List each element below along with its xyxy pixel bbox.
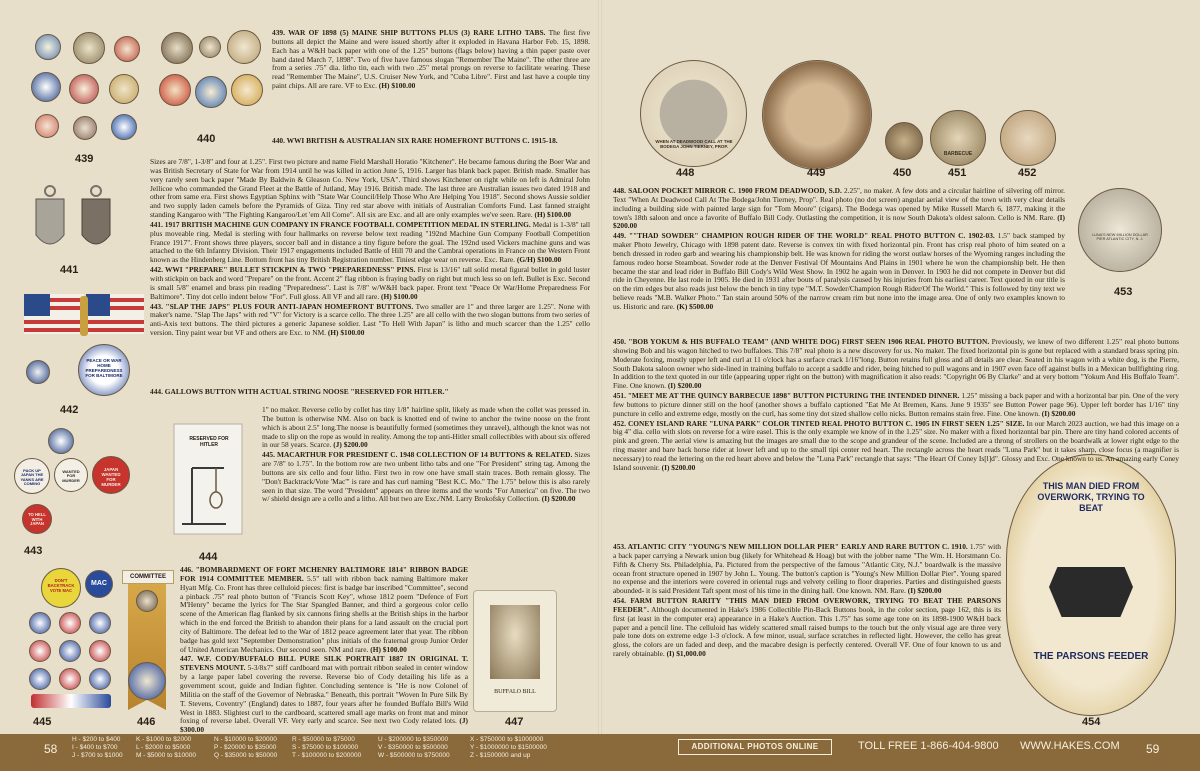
code-t: T - $100000 to $200000 bbox=[292, 752, 362, 759]
lot-450: 450. "BOB YOKUM & HIS BUFFALO TEAM" (AND WHITE DOG) FIRST SEEN 1906 REAL PHOTO BUTTON. Previously, we knew of two different 1.25" real photo buttons showing Bob and his wagon hitched to two buffaloes. This 7/8" real photo is a new discovery for us. No maker. The fixed horizontal pin is gone but replaced with a standard brass spring pin. Moderate foxing, mostly upper left and curl at 11 o'clock has a surface crack 1/16"long. Button retains full gloss and all details are clear. Seated in his wagon with a white dog, is the Pierre, South Dakota saloon owner who side-lined in training buffalo to accept a saddle and rider, being hitched to pull wagons and in 1907 even face off against bulls in a Mexican bullfighting ring. In addition to the text quoted in our title (appearing upper right on the button) with magnification it also reads: "Copyright 06 By Clarke" and at very bottom "Yokum And His Buffalo Team". Fine. One known. (I) $200.00 bbox=[613, 337, 1179, 391]
lot-441: 441. 1917 BRITISH MACHINE GUN COMPANY IN FRANCE FOOTBALL COMPETITION MEDAL IN STERLING. Medal is 1-3/8" tall plus moveable ring. Medal is sterling with four hallmarks on reverse below text reading "192nd Machine Gun Company Football Competition France 1917". Front shows three players, soccer ball and in distance a tiny figure before the goal. The 192nd used Vickers machine guns and was attached to the 6th Infantry Division. Their 1917 engagements included Battle of Hill 70 and the Cambrai operations in France on the Western Front known as the Hindenberg Line. Bottom front has tiny British Registration number. Tiniest edge wear on reverse. Exc. Rare. (G/H) $100.00 bbox=[150, 219, 590, 265]
lot-451: 451. "MEET ME AT THE QUINCY BARBECUE 1898" BUTTON PICTURING THE INTENDED DINNER. 1.25" missing a back paper and with a horizontal bar pin. One of the very few buttons to picture dinner still on the hoof (another shows a buffalo captioned "Eat Me At Bremen, Kans. June 9 1935" see Button Power page 96). Upper left border has 1/16" tiny puncture in cello and extreme edge, mostly on the curl, has some tiny dot sized shallow cello nicks. Button remains stain free. Fine. One known. (I) $200.00 bbox=[613, 391, 1179, 418]
slap-the-japs-button bbox=[48, 428, 74, 454]
codes-col-2 bbox=[136, 736, 196, 760]
image-lot-444[interactable] bbox=[166, 420, 246, 544]
japan-wanted-button bbox=[92, 456, 130, 494]
right-text-mid bbox=[613, 338, 1179, 474]
page-gutter bbox=[598, 0, 602, 734]
right-text-top bbox=[613, 187, 1065, 313]
litho-tab-row bbox=[31, 694, 111, 708]
codes-col-4 bbox=[292, 736, 361, 760]
macarthur-button-8 bbox=[59, 668, 81, 690]
label-439: 439 bbox=[75, 153, 94, 165]
litho-tab-4 bbox=[111, 114, 137, 140]
code-v: V - $350000 to $500000 bbox=[378, 744, 448, 751]
image-lot-453-pier[interactable] bbox=[1072, 188, 1172, 272]
to-hell-japan-text: TO HELL WITH JAPAN bbox=[28, 512, 46, 527]
image-lot-454-parsons-feeder[interactable] bbox=[1006, 454, 1176, 716]
pier-caption: LUNA'S NEW MILLION DOLLAR PIER ATLANTIC CITY, N. J. bbox=[1092, 233, 1148, 242]
code-z: Z - $1500000 and up bbox=[470, 752, 531, 759]
wanted-for-murder-button bbox=[54, 458, 88, 492]
maine-button-5 bbox=[69, 74, 99, 104]
website-link[interactable]: WWW.HAKES.COM bbox=[1020, 740, 1120, 752]
lot-440-head: 440. WWI BRITISH & AUSTRALIAN SIX RARE HOMEFRONT BUTTONS C. 1915-18. bbox=[272, 136, 558, 145]
maine-button-4 bbox=[31, 72, 61, 102]
macarthur-button-7 bbox=[29, 668, 51, 690]
lot-442: 442. WWI "PREPARE" BULLET STICKPIN & TWO "PREPAREDNESS" PINS. First is 13/16" tall solid metal figural bullet in gold luster with stickpin on back and word "Prepare" on the front. Accent 2" flag ribbon is fraying badly on right but much less so on left. Bullet is Exc. Second is small 5/8" enamel and brass pin reading "Preparedness". Last is 7/8" w/W&H back paper. Front text "Peace Or War/Home Preparedness For Baltimore". Tiny dot cello indent below "For". Full gloss. All VF and all rare. (H) $100.00 bbox=[150, 265, 590, 301]
fort-mchenry-button bbox=[128, 662, 166, 700]
pack-up-japan-button bbox=[14, 458, 50, 494]
additional-photos-online-link[interactable]: ADDITIONAL PHOTOS ONLINE bbox=[678, 739, 832, 755]
macarthur-button-1 bbox=[29, 612, 51, 634]
label-443: 443 bbox=[24, 545, 43, 557]
label-451: 451 bbox=[948, 167, 967, 179]
image-lot-448-mirror[interactable] bbox=[640, 60, 747, 167]
left-page-number: 58 bbox=[44, 742, 58, 756]
codes-col-3 bbox=[214, 736, 277, 760]
label-448: 448 bbox=[676, 167, 695, 179]
code-m: M - $5000 to $10000 bbox=[136, 752, 196, 759]
macarthur-button-6 bbox=[89, 640, 111, 662]
aussie-soldier-button bbox=[195, 76, 227, 108]
buffalo-bill-caption: BUFFALO BILL bbox=[494, 689, 536, 695]
overwork-ring-text: THIS MAN DIED FROM OVERWORK, TRYING TO BEAT bbox=[1037, 481, 1145, 513]
image-lot-442[interactable] bbox=[22, 290, 146, 400]
preparedness-pin bbox=[26, 360, 50, 384]
estimate-codes bbox=[72, 736, 592, 766]
lot-440: Sizes are 7/8", 1-3/8" and four at 1.25". First two picture and name Field Marshall Horatio "Kitchener". He became famous during the Boer War and was British Secretary of State for War from 1914 until he was killed in action June 5, 1916. Larger has blank back paper. British made. Smaller has very rarely seen back paper "Made By Baldwin & Gleason Co. New York, USA". Third shows Kitchener on right while on left is Admiral John Jellicoe who commanded the Grand Fleet at the Battle of Jutland, May 1916. British made. The last three are Australian issues two dated 1918 and other from same era. First shows Egyptian Sphinx with "State War Council/Help Those Who Are Helping You 1918". Second shows Aussie soldier and two supply laden camels before the Pyramids of Giza. Tiny red star above with initials of Australian Comforts Fund. Last fanned straight standing Kangaroo with "The Fighting Kangaroo/Let 'em All Come". All six are Exc. and all are only examples we've seen. Rare. (H) $100.00 bbox=[150, 157, 590, 220]
label-445: 445 bbox=[33, 716, 52, 728]
image-lot-445[interactable] bbox=[27, 566, 116, 712]
image-lot-450-yokum[interactable] bbox=[885, 122, 923, 160]
label-450: 450 bbox=[893, 167, 912, 179]
label-447: 447 bbox=[505, 716, 524, 728]
baltimore-preparedness-button bbox=[78, 344, 130, 396]
lot-439: 439. WAR OF 1898 (5) MAINE SHIP BUTTONS PLUS (3) RARE LITHO TABS. The first five buttons all depict the Maine and were issued shortly after it exploded in Havana Harbor Feb. 15, 1898. Each has a W&H back paper with one of the 1.25" buttons (flags below) having a thin paper paste over hand dated March 7, 1898". Two of five have famous slogan "Remember The Maine". The other three are from a series .75" dia. litho tin, each with two .25" metal prongs on reverse to facilitate wearing. These read "Remember The Maine", U.S. Cruiser New York, and "Cuba Libre". First and last have a couple tiny paint chips. All are rare. VF to Exc. (H) $100.00 bbox=[272, 28, 591, 91]
label-444: 444 bbox=[199, 551, 218, 563]
maine-button-3 bbox=[114, 36, 140, 62]
image-lot-443[interactable] bbox=[14, 426, 134, 542]
label-446: 446 bbox=[137, 716, 156, 728]
lot-444-445-text bbox=[262, 406, 590, 505]
lot-439-440-text bbox=[272, 29, 590, 92]
mac-text: MAC bbox=[91, 580, 107, 587]
label-442: 442 bbox=[60, 404, 79, 416]
image-lot-449-thad-sowder[interactable] bbox=[762, 60, 872, 170]
lot-445: 445. MACARTHUR FOR PRESIDENT C. 1948 COLLECTION OF 14 BUTTONS & RELATED. Sizes are 7/8" to 1.75". In the bottom row are two unbent litho tabs and one "For President" string tag. Among the buttons are six cello and four litho. First two in row one have small stain traces. Both remain glossy. The "Don't Backtrack/Vote 'Mac'" is rare and has curl naming "Best K.C. Mo." The 1.75" below this is also rarely seen in that size. The word "President" appears on three items and the words "For America" on five. The two w/ shield design are a cello and a litho. All but two are Exc./NM. Larry Brokofsky Collection. (I) $200.00 bbox=[262, 450, 590, 504]
label-441: 441 bbox=[60, 264, 79, 276]
label-452: 452 bbox=[1018, 167, 1037, 179]
lot-446-447-text bbox=[180, 566, 468, 736]
left-flow-text bbox=[150, 158, 590, 339]
deadwood-ring-text: WHEN AT DEADWOOD CALL AT THE BODEGA JOHN TIERNEY, PROP. bbox=[655, 139, 733, 149]
code-n: N - $10000 to $20000 bbox=[214, 736, 277, 743]
label-453: 453 bbox=[1114, 286, 1133, 298]
code-k: K - $1000 to $2000 bbox=[136, 736, 192, 743]
image-lot-441[interactable] bbox=[28, 183, 120, 261]
pack-up-japan-text: PACK UP JAPAN THE YANKS ARE COMING bbox=[20, 468, 44, 487]
dont-backtrack-mac-button bbox=[41, 568, 81, 608]
sphinx-button bbox=[159, 74, 191, 106]
macarthur-button-4 bbox=[29, 640, 51, 662]
jellicoe-button bbox=[227, 30, 261, 64]
committee-bar bbox=[122, 570, 174, 584]
mac-button bbox=[85, 570, 113, 598]
maine-button-2 bbox=[73, 32, 105, 64]
litho-tab-3 bbox=[73, 116, 97, 140]
lot-454: 454. FARM BUTTON RARITY "THIS MAN DIED FROM OVERWORK, TRYING TO BEAT THE PARSONS FEEDER". Although documented in Hake's 1986 Collectible Pin-Back Buttons book, in the color section, page 162, this is its first (at least in the computer era) appearance in a Hake's Auction. This 1.75" has some age tone on its 1898-1900 W&H back paper and a pencil line. The celluloid has widely scattered small raised bumps to the touch but the only visual age are three very pale tone dots on extreme edge 1-3 o'clock. A few minor, usual, surface scratches in reflected light. However, the cello has great gloss, the colors are un faded and deep, and the macabre design is perfectly centered. Overall VF. One of four known to us and rarely obtainable. (I) $1,000.00 bbox=[613, 596, 1001, 659]
lot-453: 453. ATLANTIC CITY "YOUNG'S NEW MILLION DOLLAR PIER" EARLY AND RARE BUTTON C. 1910. 1.75" with a back paper carrying a Newark union bug (likely for Whitehead & Hoag) but with the jobber name "The Wm. H. Horstmann Co. Fifth & Cherry Sts. Philadelphia, Pa. Pictured from the perspective of the famous "Atlantic City, N.J." boardwalk is the massive ocean front structure opened in 1907 by John L. Young. The button's caption is "Young's New Million Dollar Pier". Young spared no expense and the interiors were covered in oriental rugs and velvety ceiling to floor draperies. Parties and distinguished guests abounded- it is said President Taft spent most of his time in the dining hall. One known. NM. Rare. (I) $200.00 bbox=[613, 542, 1001, 596]
code-p: P - $20000 to $35000 bbox=[214, 744, 277, 751]
code-w: W - $500000 to $750000 bbox=[378, 752, 450, 759]
macarthur-button-3 bbox=[89, 612, 111, 634]
buffalo-bill-silk-portrait bbox=[490, 605, 540, 679]
dont-backtrack-text: DON'T BACKTRACK VOTE MAC bbox=[47, 578, 75, 593]
code-x: X - $750000 to $1000000 bbox=[470, 736, 544, 743]
to-hell-with-japan-button bbox=[22, 504, 52, 534]
codes-col-1 bbox=[72, 736, 123, 760]
japan-wanted-text: JAPAN WANTED FOR MURDER bbox=[101, 467, 121, 487]
code-q: Q - $35000 to $50000 bbox=[214, 752, 278, 759]
lot-449: 449. ""THAD SOWDER" CHAMPION ROUGH RIDER OF THE WORLD" REAL PHOTO BUTTON C. 1902-03. 1.5" back stamped by maker Photo Jewelry, Chicago with 1898 patent date. Reverse is convex tin with fixed horizontal pin. Front has crisp real photo of him seated on a bench dressed in rodeo garb and wearing his championship belt. He was known for riding the worst outlaw horses of the Wyoming ranges including the famous rodeo horse Steamboat. Sowder rode at the Denver Festival Of Mountains And Plains in 1901 where he won the championship belt. He then became the star and lead rider in Buffalo Bill Cody's Wild West Show. In 1902 he again won in Denver. In 1903 he did not compete in Denver but did ride in Cheyenne. He last rode in 1905. He died in 1931 after bouts of paralysis caused by his injuries from his earliest career. Text quoted in our title is on the rim edges but also reads just below the bench in tiny type "M.T. Sowder/Champion Rough Rider/Of The World." This is followed by tiny text we believe reads "M.B. Walker Photo." Tan stain around 50% of the narrow cream rim but none into the image area. One of only two examples known to us. Historic and rare. (K) $500.00 bbox=[613, 231, 1065, 311]
codes-col-6 bbox=[470, 736, 547, 760]
kangaroo-button bbox=[231, 74, 263, 106]
code-s: S - $75000 to $100000 bbox=[292, 744, 359, 751]
image-lot-440[interactable] bbox=[155, 30, 267, 130]
macarthur-button-9 bbox=[89, 668, 111, 690]
code-y: Y - $1000000 to $1500000 bbox=[470, 744, 547, 751]
label-454: 454 bbox=[1082, 716, 1101, 728]
image-lot-447[interactable] bbox=[473, 590, 557, 712]
code-l: L - $2000 to $5000 bbox=[136, 744, 191, 751]
lot-446: 446. "BOMBARDMENT OF FORT MCHENRY BALTIMORE 1814" RIBBON BADGE FOR 1914 COMMITTEE MEMBER. 5.5" tall with ribbon back naming Baltimore maker Hyatt Mfg. Co. Front has three celluloid pieces: first is badge bar inscribed "Committee", second a pinback .75" real photo button of "Francis Scott Key", whose 1812 poem "Defence of Fort M'Henry" became the lyrics for The Star Spangled Banner, and third a gorgeous color cello scene of the American flag flanked by six cannons firing shells at the British ships in the harbor which in the end forced the British to abandon their plans for a land assault on the crucial port city of Baltimore. The defeat led to the War of 1812 peace agreement later that year. The ribbon badge has gold text "September Demonstration" plus initials of the fraternal group Junior Order of United American Mechanics. Our second seen. NM and rare. (H) $100.00 bbox=[180, 565, 468, 654]
medal-icon bbox=[28, 183, 120, 261]
maine-button-1 bbox=[35, 34, 61, 60]
lot-443: 443. "SLAP THE JAPS" PLUS FOUR ANTI-JAPAN HOMEFRONT BUTTONS. Two smaller are 1" and three larger are 1.25". None with maker's name. "Slap The Japs" with red "V" for Victory is a scarce cello. The three 1.25" are all cello with the two slogan buttons from two series of anti-Axis text buttons. The third pictures a generic Japanese soldier. Last "To Hell With Japan" is litho and much scarcer than the 1.25" cello version. Tiny paint wear but VF and others are Exc. to NM. (H) $100.00 bbox=[150, 301, 590, 338]
barbecue-text: BARBECUE bbox=[943, 151, 973, 157]
young-pier-button bbox=[1078, 188, 1162, 272]
lot-448: 448. SALOON POCKET MIRROR C. 1900 FROM DEADWOOD, S.D. 2.25", no maker. A few dots and a circular hairline of silvering off mirror. Text "When At Deadwood Call At The Bodega/John Tierney, Prop". Real photo (no dot screen) angular aerial view of the town with very clear details including a building side with painted large sign for "Tom Moore" (cigars). The Bodega was opened by Mike Russell March 6, 1877, making it the town's 18th saloon and once a favorite of Buffalo Bill Cody. Outlasting the competition, it is now South Dakota's oldest saloon. Cello is NM. Rare. (I) $200.00 bbox=[613, 186, 1065, 231]
code-j: J - $700 to $1000 bbox=[72, 752, 123, 759]
lot-447: 447. W.F. CODY/BUFFALO BILL PURE SILK PORTRAIT 1887 IN ORIGINAL T. STEVENS MOUNT. 5-3/8x7" stiff cardboard mat with portrait ribbon sealed in center window by a large paper label covering the reverse. Reverse bio of Cody detailing his life as a government scout, guide and Indian fighter. Concluding sentence is "He is now Colonel of Militia on the staff of the Governor of Nebraska." Beneath, this portrait "Woven In Pure Silk By T. Stevens, Coventry" (England) dates to 1887, four years after he founded Buffalo Bill's Wild West in 1883. Slightest curl to the cardboard, scattered small age marks on front mat and minor foxing of reverse label. Overall VF. Very early and scarce. See next two Cody related lots. (J) $300.00 bbox=[180, 654, 469, 735]
kitchener-button bbox=[161, 32, 193, 64]
label-449: 449 bbox=[807, 167, 826, 179]
lot-444-text bbox=[150, 388, 590, 398]
code-u: U - $200000 to $350000 bbox=[378, 736, 449, 743]
macarthur-button-5 bbox=[59, 640, 81, 662]
codes-col-5 bbox=[378, 736, 450, 760]
image-lot-439[interactable] bbox=[27, 30, 145, 150]
right-page-number: 59 bbox=[1146, 742, 1160, 756]
code-i: I - $400 to $700 bbox=[72, 744, 118, 751]
litho-tab-1 bbox=[109, 74, 139, 104]
francis-scott-key-button bbox=[136, 590, 158, 612]
image-lot-451-barbecue[interactable] bbox=[930, 110, 986, 166]
label-440: 440 bbox=[197, 133, 216, 145]
toll-free-number: TOLL FREE 1-866-404-9800 bbox=[858, 740, 999, 752]
wanted-murder-text: WANTED FOR MURDER bbox=[62, 469, 80, 483]
macarthur-button-2 bbox=[59, 612, 81, 634]
image-lot-446[interactable] bbox=[118, 566, 176, 714]
kitchener-button-small bbox=[199, 36, 221, 58]
lot-444: 1" no maker. Reverse cello by collet has tiny 1/8" hairline split, likely as made when the collet was pressed in. The button is otherwise NM. Also on back is knotted end of twine to anchor the twine noose on the front which is about 2.5" long.The noose is beautifully formed (sometimes they unravel), although the knot was not made to slip on the rope as would in reality. Among the top anti-Hitler small collectibles with about six offered in our 58 years. Scarce. (J) $200.00 bbox=[262, 405, 590, 450]
lot-452: 452. CONEY ISLAND RARE "LUNA PARK" COLOR TINTED REAL PHOTO BUTTON C. 1905 IN FIRST SEEN 1.25" SIZE. In our March 2023 auction, we had this image on a big 4" dia. cello with slots on reverse for a wire easel. This is the only example we know of in the 1.25" size. No maker with a fixed horizontal bar pin. There are tiny hand colored accents of pink and green. The aerial view is amazing but the images are small due to the scope and grandeur of the scene. Included are a throng of strollers on the boardwalk at lower right edge to the ring master and bare back horse rider at lower left and up to the small tipi center red heart. The rectangle across the heart reads "Luna Park" but it takes sharp, close focus (a magnifier is necessary) to read the lettering on the red heart above and below the "Luna Park" rectangle that says: "The Heart Of Coney Is[l]d". Glossy and Exc. One known to us. An amazing early Coney Island souvenir. (I) $200.00 bbox=[613, 418, 1179, 472]
parsons-feeder-text: THE PARSONS FEEDER bbox=[1033, 651, 1149, 662]
lot-444-head: 444. GALLOWS BUTTON WITH ACTUAL STRING NOOSE "RESERVED FOR HITLER." bbox=[150, 387, 449, 396]
hitler-card-text: RESERVED FOR HITLER bbox=[189, 436, 229, 448]
code-r: R - $50000 to $75000 bbox=[292, 736, 355, 743]
committee-text: COMMITTEE bbox=[130, 574, 166, 580]
baltimore-button-text: PEACE OR WAR HOME PREPAREDNESS FOR BALTIMORE bbox=[85, 358, 123, 378]
lot-440-text bbox=[272, 137, 590, 147]
page-footer bbox=[0, 734, 1200, 771]
code-h: H - $200 to $400 bbox=[72, 736, 121, 743]
flag-ribbon-icon bbox=[22, 290, 146, 350]
coffin-icon bbox=[1049, 567, 1133, 617]
image-lot-452-luna-park[interactable] bbox=[1000, 110, 1056, 166]
litho-tab-2 bbox=[35, 114, 59, 138]
right-text-bottom bbox=[613, 543, 1001, 660]
